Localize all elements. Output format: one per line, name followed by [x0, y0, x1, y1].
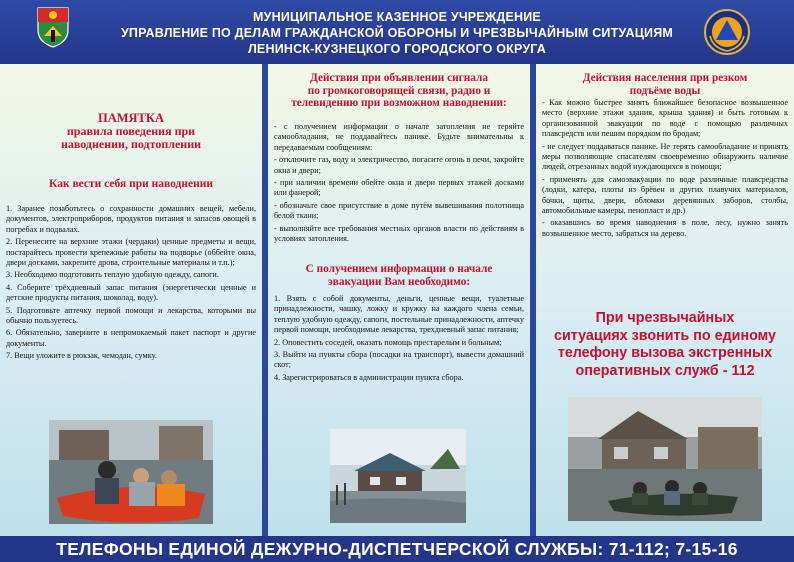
list-item: - с получением информации о начале затопления не теряйте самообладания, не поддавайтесь панике. Будьте внимательны к передаваемым сообщениям: [274, 122, 524, 152]
evacuation-title [274, 263, 524, 289]
list-item: 1. Взять с собой документы, деньги, ценные вещи, туалетные принадлежности, чашку, ложку и кружку на каждого члена семьи, теплую удобную одежду, сапоги, постельные принадлежности, аптечку первой помощи, необходимые лекарства, трехдневный запас питания; [274, 294, 524, 335]
list-item: - отключите газ, воду и электричество, погасите огонь в печи, закройте окна и двери; [274, 155, 524, 175]
signal-title-line-2: по громкоговорящей связи, радио и [307, 84, 491, 97]
header-text [90, 9, 704, 57]
list-item: 5. Подготовьте аптечку первой помощи и лекарства, которыми вы обычно пользуетесь. [6, 305, 256, 326]
city-coat-of-arms-icon [36, 6, 70, 48]
column-signal-actions [268, 64, 530, 536]
list-item: 2. Оповестить соседей, оказать помощь престарелым и больным; [274, 337, 502, 347]
list-item: 7. Вещи уложите в рюкзак, чемодан, сумку. [6, 351, 157, 361]
call-line-4: оперативных служб - 112 [575, 362, 755, 379]
memo-subtitle: Как вести себя при наводнении [49, 178, 213, 190]
evacuation-title-line-2: эвакуации Вам необходимо: [327, 276, 471, 288]
list-item: - при наличии времени обейте окна и двери первых этажей досками или фанерой; [274, 178, 524, 198]
memo-title-line-2: правила поведения при [66, 124, 196, 138]
list-item: 2. Перенесите на верхние этажи (чердаки) ценные предметы и вещи, постарайтесь провести крепежные работы на подворье (оббейте окна, двери досками, закрепите дрова, строительные материалы и т.п.); [6, 237, 256, 268]
memo-title [10, 112, 252, 151]
list-item: 3. Необходимо подготовить теплую удобную одежду, сапоги. [6, 270, 219, 280]
civil-defense-emblem-icon [703, 8, 751, 56]
list-item: - обозначьте свое присутствие в доме путём вывешивания полотнища белой ткани; [274, 200, 524, 221]
list-item: 4. Соберите трёхдневный запас питания (энергетически ценные и детские продукты питания, шоколад, воду). [6, 282, 256, 303]
list-item: 1. Заранее позаботьтесь о сохранности домашних вещей, мебели, документов, электроприборов, продуктов питания и запасов овощей в погребах и подвалах. [6, 204, 256, 234]
list-item: - не следует поддаваться панике. Не терять самообладание и принять меры позволяющие спасателям своевременно обнаружить наличие людей, отрезанных водой нуждающихся в помощи; [542, 141, 788, 172]
header-line-1: МУНИЦИПАЛЬНОЕ КАЗЕННОЕ УЧРЕЖДЕНИЕ [253, 10, 541, 24]
signal-title-line-3: телевидению при возможном наводнении: [291, 97, 507, 110]
memo-list [6, 204, 256, 364]
signal-actions-list [274, 122, 524, 246]
list-item: - выполняйте все требования местных органов власти по действиям в условиях затопления. [274, 223, 524, 244]
call-line-2: ситуациях звонить по единому [554, 327, 776, 344]
memo-title-line-1: ПАМЯТКА [97, 111, 164, 125]
rising-water-title [540, 72, 790, 97]
call-line-1: При чрезвычайных [595, 310, 735, 326]
rising-title-line-2: подъёме воды [629, 84, 701, 97]
evacuation-title-line-1: С получением информации о начале [305, 263, 493, 275]
signal-title-line-1: Действия при объявлении сигнала [310, 72, 488, 84]
evacuation-list [274, 294, 524, 385]
call-line-3: телефону вызова экстренных [557, 345, 773, 361]
emergency-call-notice [540, 310, 790, 380]
rescue-boat-photo [49, 420, 213, 524]
rising-title-line-1: Действия населения при резком [582, 72, 748, 84]
footer-phones: ТЕЛЕФОНЫ ЕДИНОЙ ДЕЖУРНО-ДИСПЕТЧЕРСКОЙ СЛУЖБЫ: 71-112; 7-15-16 [0, 536, 794, 562]
list-item: - применять для самоэвакуации по воде различные плавсредства (лодки, катера, плоты из брёвен и других плавучих материалов, бочки, щиты, двери, обломки деревянных заборов, столбы, автомобильные камеры, пенопласт и др.) [542, 174, 788, 216]
list-item: 3. Выйти на пункты сбора (посадки на транспорт), вывести домашний скот; [274, 350, 524, 370]
column-memo [0, 64, 262, 536]
column-rising-water [536, 64, 794, 536]
memo-title-line-3: наводнении, подтоплении [60, 137, 202, 151]
list-item: - оказавшись во время наводнения в поле, лесу, нужно занять возвышенное место, забраться на дерево. [542, 218, 788, 238]
flooded-house-photo [330, 429, 466, 523]
header-line-2: УПРАВЛЕНИЕ ПО ДЕЛАМ ГРАЖДАНСКОЙ ОБОРОНЫ И ЧРЕЗВЫЧАЙНЫМ СИТУАЦИЯМ [120, 26, 674, 40]
boat-evacuation-photo [568, 397, 762, 521]
list-item: - Как можно быстрее занять ближайшее безопасное возвышенное место (верхние этажи здания, крыша здания) и быть готовым к организованной эвакуации по воде с помощью различных плавсредств или пешим порядком по бродам; [542, 98, 788, 139]
rising-water-list [542, 98, 788, 241]
header-line-3: ЛЕНИНСК-КУЗНЕЦКОГО ГОРОДСКОГО ОКРУГА [247, 42, 547, 56]
signal-actions-title [274, 72, 524, 110]
header-banner [0, 0, 794, 64]
list-item: 4. Зарегистрироваться в администрации пункта сбора. [274, 372, 464, 382]
list-item: 6. Обязательно, заверните в непромокаемый пакет паспорт и другие документы. [6, 328, 256, 348]
